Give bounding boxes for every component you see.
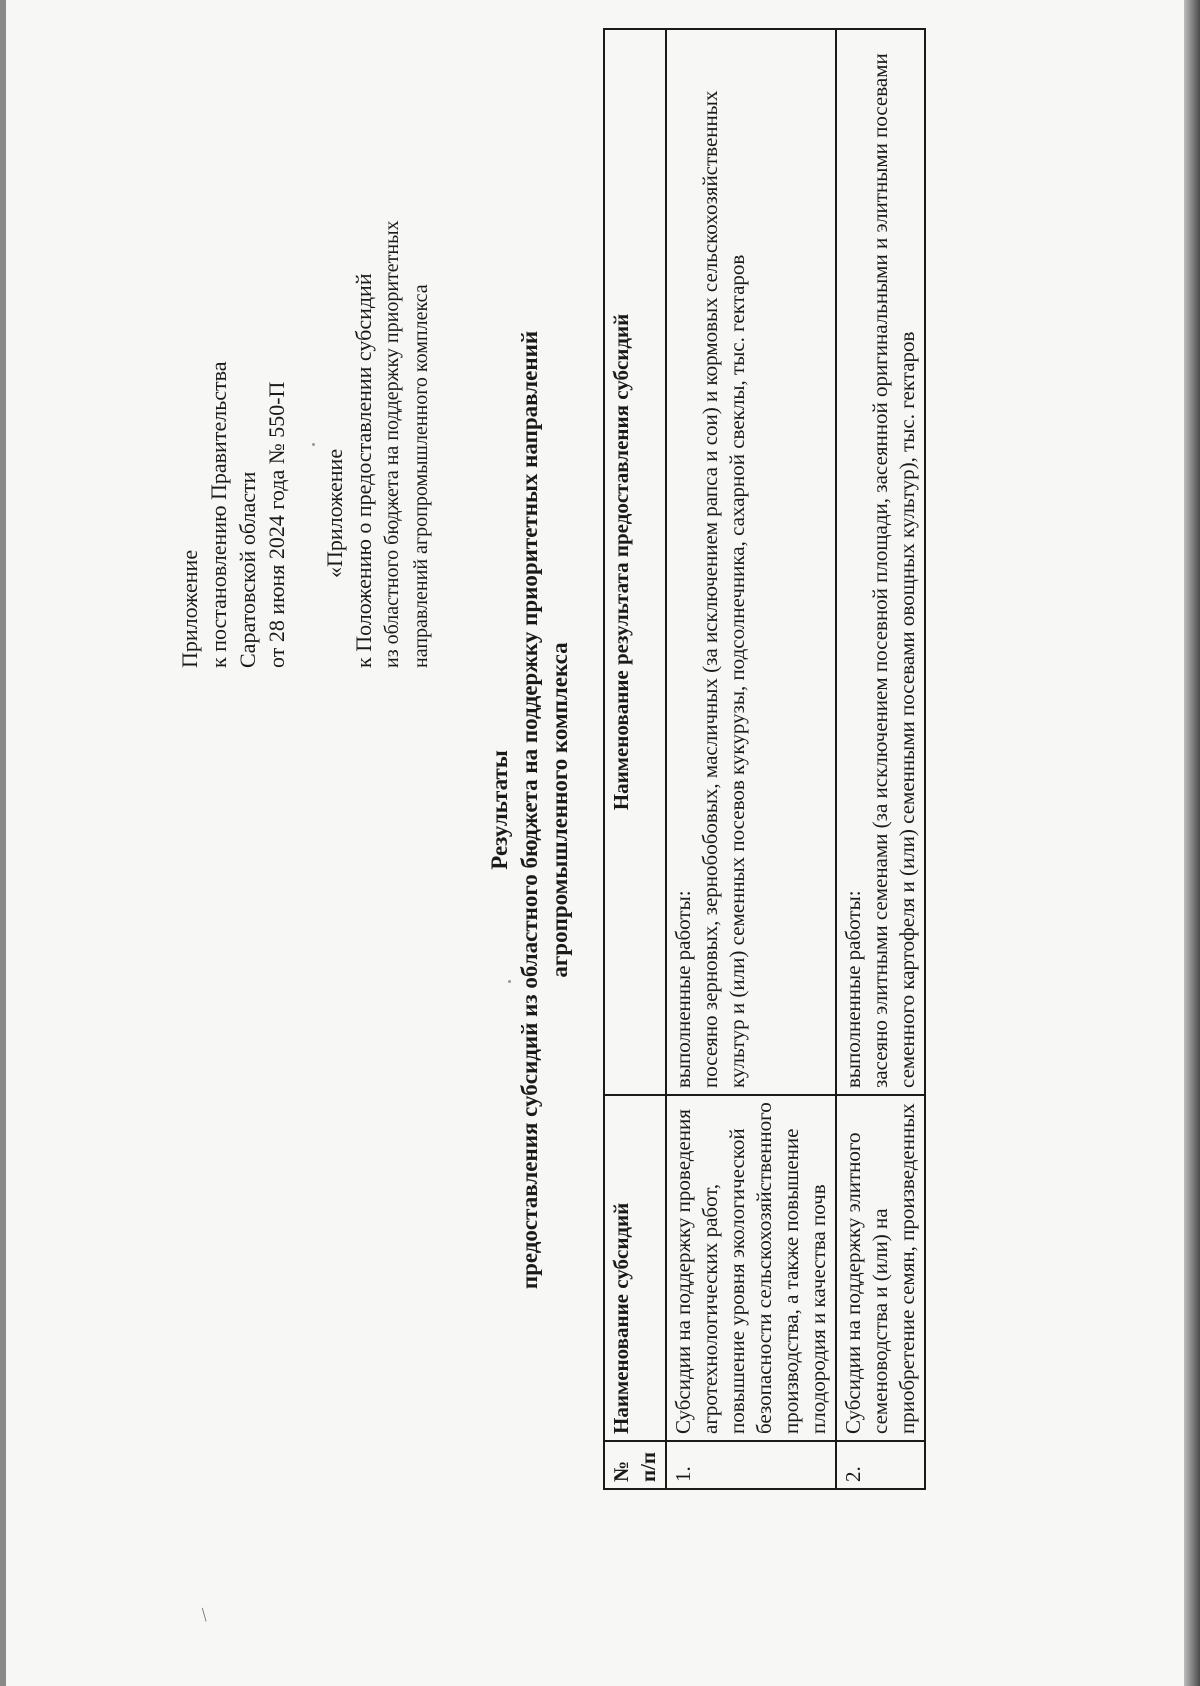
row-result-text: засеяно элитными семенами (за исключением посевной площади, засеянной оригинальными и элитными посевами семенного картофеля и (или) семенными посевами овощных культур), тыс. гектаров [868,53,919,1088]
row-name: Субсидии на поддержку проведения агротехнологических работ, повышение уровня экологической безопасности сельскохозяйственного производства, а также повышение плодородия и качества почв [666,1095,836,1441]
header-name: Наименование субсидий [604,1095,666,1441]
row-result [836,29,925,1095]
row-result [666,29,836,1095]
appendix-quote-line: к Положению о предоставлении субсидий [351,273,376,668]
row-name: Субсидии на поддержку элитного семеноводства и (или) на приобретение семян, произведенных [836,1095,925,1441]
appendix-title: Приложение [177,549,202,668]
title-line-3: агропромышленного комплекса [547,642,572,978]
appendix-quote-line: из областного бюджета на поддержку приоритетных [381,220,403,668]
appendix-block [175,68,436,668]
title-line-1: Результаты [487,750,512,870]
header-result: Наименование результата предоставления субсидий [604,29,666,1095]
row-num: 2. [836,1441,925,1489]
title-line-2: предоставления субсидий из областного бюджета на поддержку приоритетных направлений [517,330,542,1290]
results-table [603,28,926,1490]
header-num: № п/п [604,1441,666,1489]
row-result-text: посеяно зерновых, зернобобовых, масличных (за исключением рапса и сои) и кормовых сельскохозяйственных культур и (или) семенных посевов кукурузы, подсолнечника, сахарной свеклы, тыс. гектаров [698,90,749,1088]
row-result-label: выполненные работы: [671,890,695,1088]
appendix-line: от 28 июня 2024 года № 550-П [264,381,289,668]
row-result-label: выполненные работы: [841,890,865,1088]
spacer [291,68,320,668]
table-header-row [604,29,666,1489]
appendix-quote-title: «Приложение [322,448,347,578]
row-num: 1. [666,1441,836,1489]
pen-mark: / [195,1604,214,1626]
appendix-quote-line: направлений агропромышленного комплекса [410,284,432,668]
document-title [485,260,575,1360]
appendix-line: Саратовской области [235,471,260,668]
table-row [836,29,925,1489]
table-row [666,29,836,1489]
appendix-line: к постановлению Правительства [206,361,231,668]
